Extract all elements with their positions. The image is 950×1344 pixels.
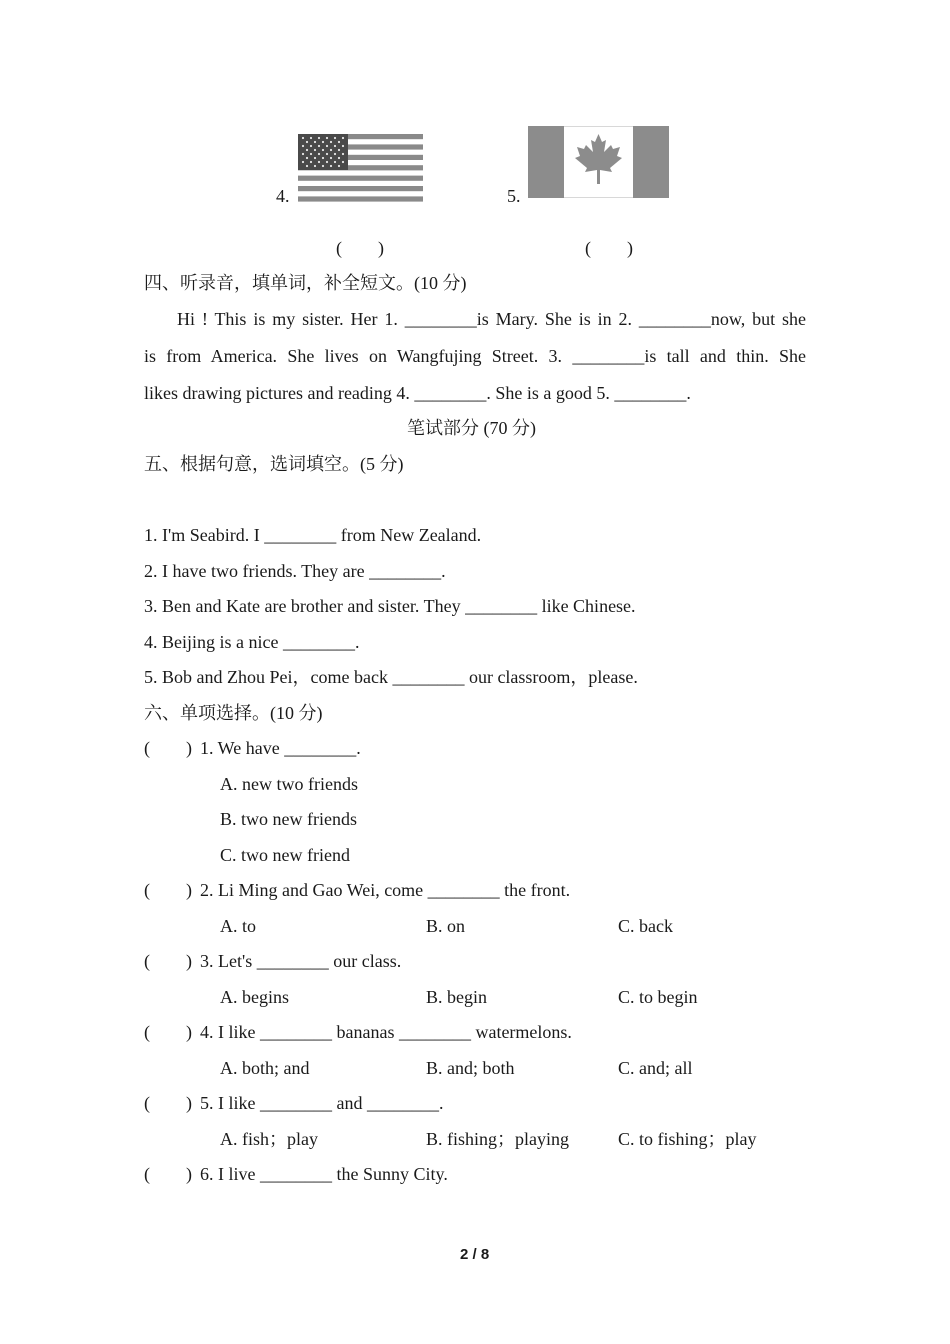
q3-option-b: B. begin [426,987,487,1007]
q4-question: 4. I like ________ bananas ________ watermelons. [200,1022,572,1042]
q2-option-c: C. back [618,916,673,936]
q2-option-a: A. to [220,916,256,936]
q6-question: 6. I live ________ the Sunny City. [200,1164,448,1184]
written-part-title: 笔试部分 (70 分) [407,418,536,438]
q1-option-b: B. two new friends [220,809,357,829]
us-flag-icon [298,134,423,202]
section5-heading: 五、根据句意，选词填空。(5 分) [144,454,404,474]
section4-passage-line-3: likes drawing pictures and reading 4. ________. She is a good 5. ________. [144,383,691,403]
canada-flag-icon [528,126,669,198]
q4-option-b: B. and; both [426,1058,515,1078]
section5-item-2: 2. I have two friends. They are ________. [144,561,446,581]
q5-question: 5. I like ________ and ________. [200,1093,444,1113]
q3-option-c: C. to begin [618,987,698,1007]
q2-question: 2. Li Ming and Gao Wei, come ________ the front. [200,880,571,900]
q5-option-b: B. fishing；playing [426,1129,569,1149]
q4-answer-paren: ( ) [144,1022,192,1042]
q5-answer-paren: ( ) [144,1093,192,1113]
q4-option-c: C. and; all [618,1058,693,1078]
answer-paren-4: ( ) [336,238,384,258]
q1-option-a: A. new two friends [220,774,358,794]
q3-option-a: A. begins [220,987,289,1007]
q1-option-c: C. two new friend [220,845,350,865]
answer-paren-5: ( ) [585,238,633,258]
section5-item-3: 3. Ben and Kate are brother and sister. They ________ like Chinese. [144,596,636,616]
section5-item-5: 5. Bob and Zhou Pei，come back ________ our classroom，please. [144,667,638,687]
q5-option-c: C. to fishing；play [618,1129,757,1149]
q5-option-a: A. fish；play [220,1129,318,1149]
q3-answer-paren: ( ) [144,951,192,971]
q3-question: 3. Let's ________ our class. [200,951,402,971]
q6-answer-paren: ( ) [144,1164,192,1184]
q1-answer-paren: ( ) [144,738,192,758]
item-4-number: 4. [276,186,290,206]
item-5-number: 5. [507,186,521,206]
section4-passage-line-2: is from America. She lives on Wangfujing Street. 3. ________is tall and thin. She [144,346,806,366]
section5-item-4: 4. Beijing is a nice ________. [144,632,360,652]
q4-option-a: A. both; and [220,1058,310,1078]
section4-heading: 四、听录音，填单词，补全短文。(10 分) [144,273,467,293]
page-number: 2 / 8 [460,1246,490,1263]
section4-passage-line-1: Hi ! This is my sister. Her 1. ________is Mary. She is in 2. ________now, but she [177,309,806,329]
q2-answer-paren: ( ) [144,880,192,900]
section5-item-1: 1. I'm Seabird. I ________ from New Zealand. [144,525,482,545]
q2-option-b: B. on [426,916,466,936]
section6-heading: 六、单项选择。(10 分) [144,703,323,723]
q1-question: 1. We have ________. [200,738,361,758]
